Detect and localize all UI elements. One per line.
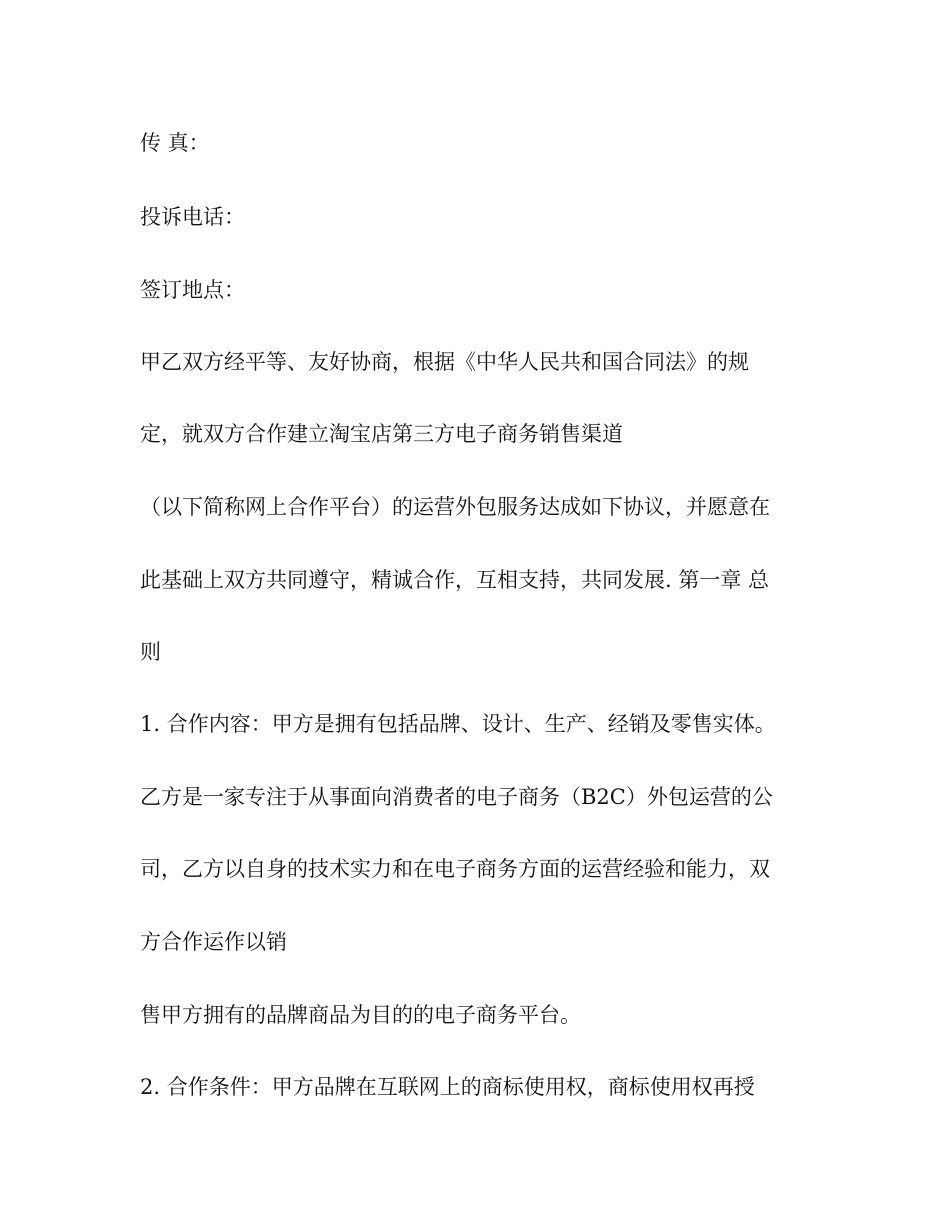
clause-line: 方合作运作以销 [140,930,287,954]
paragraph-line: 甲乙双方经平等、友好协商，根据《中华人民共和国合同法》的规 [140,350,749,374]
clause-line: 2. 合作条件：甲方品牌在互联网上的商标使用权，商标使用权再授 [140,1075,755,1099]
clause-line: 乙方是一家专注于从事面向消费者的电子商务（B2C）外包运营的公 [140,785,773,809]
clause-line: 售甲方拥有的品牌商品为目的的电子商务平台。 [140,1003,581,1027]
clause-line: 司，乙方以自身的技术实力和在电子商务方面的运营经验和能力，双 [140,857,770,881]
signing-place-line: 签订地点： [140,278,245,302]
paragraph-line: 此基础上双方共同遵守，精诚合作，互相支持，共同发展. 第一章 总 [140,568,770,592]
clause-line: 1. 合作内容：甲方是拥有包括品牌、设计、生产、经销及零售实体。 [140,712,776,736]
complaint-phone-line: 投诉电话： [140,205,245,229]
paragraph-line: （以下简称网上合作平台）的运营外包服务达成如下协议，并愿意在 [140,495,770,519]
fax-line: 传 真： [140,131,210,155]
paragraph-line: 定，就双方合作建立淘宝店第三方电子商务销售渠道 [140,422,623,446]
chapter-title-line: 则 [140,640,161,664]
